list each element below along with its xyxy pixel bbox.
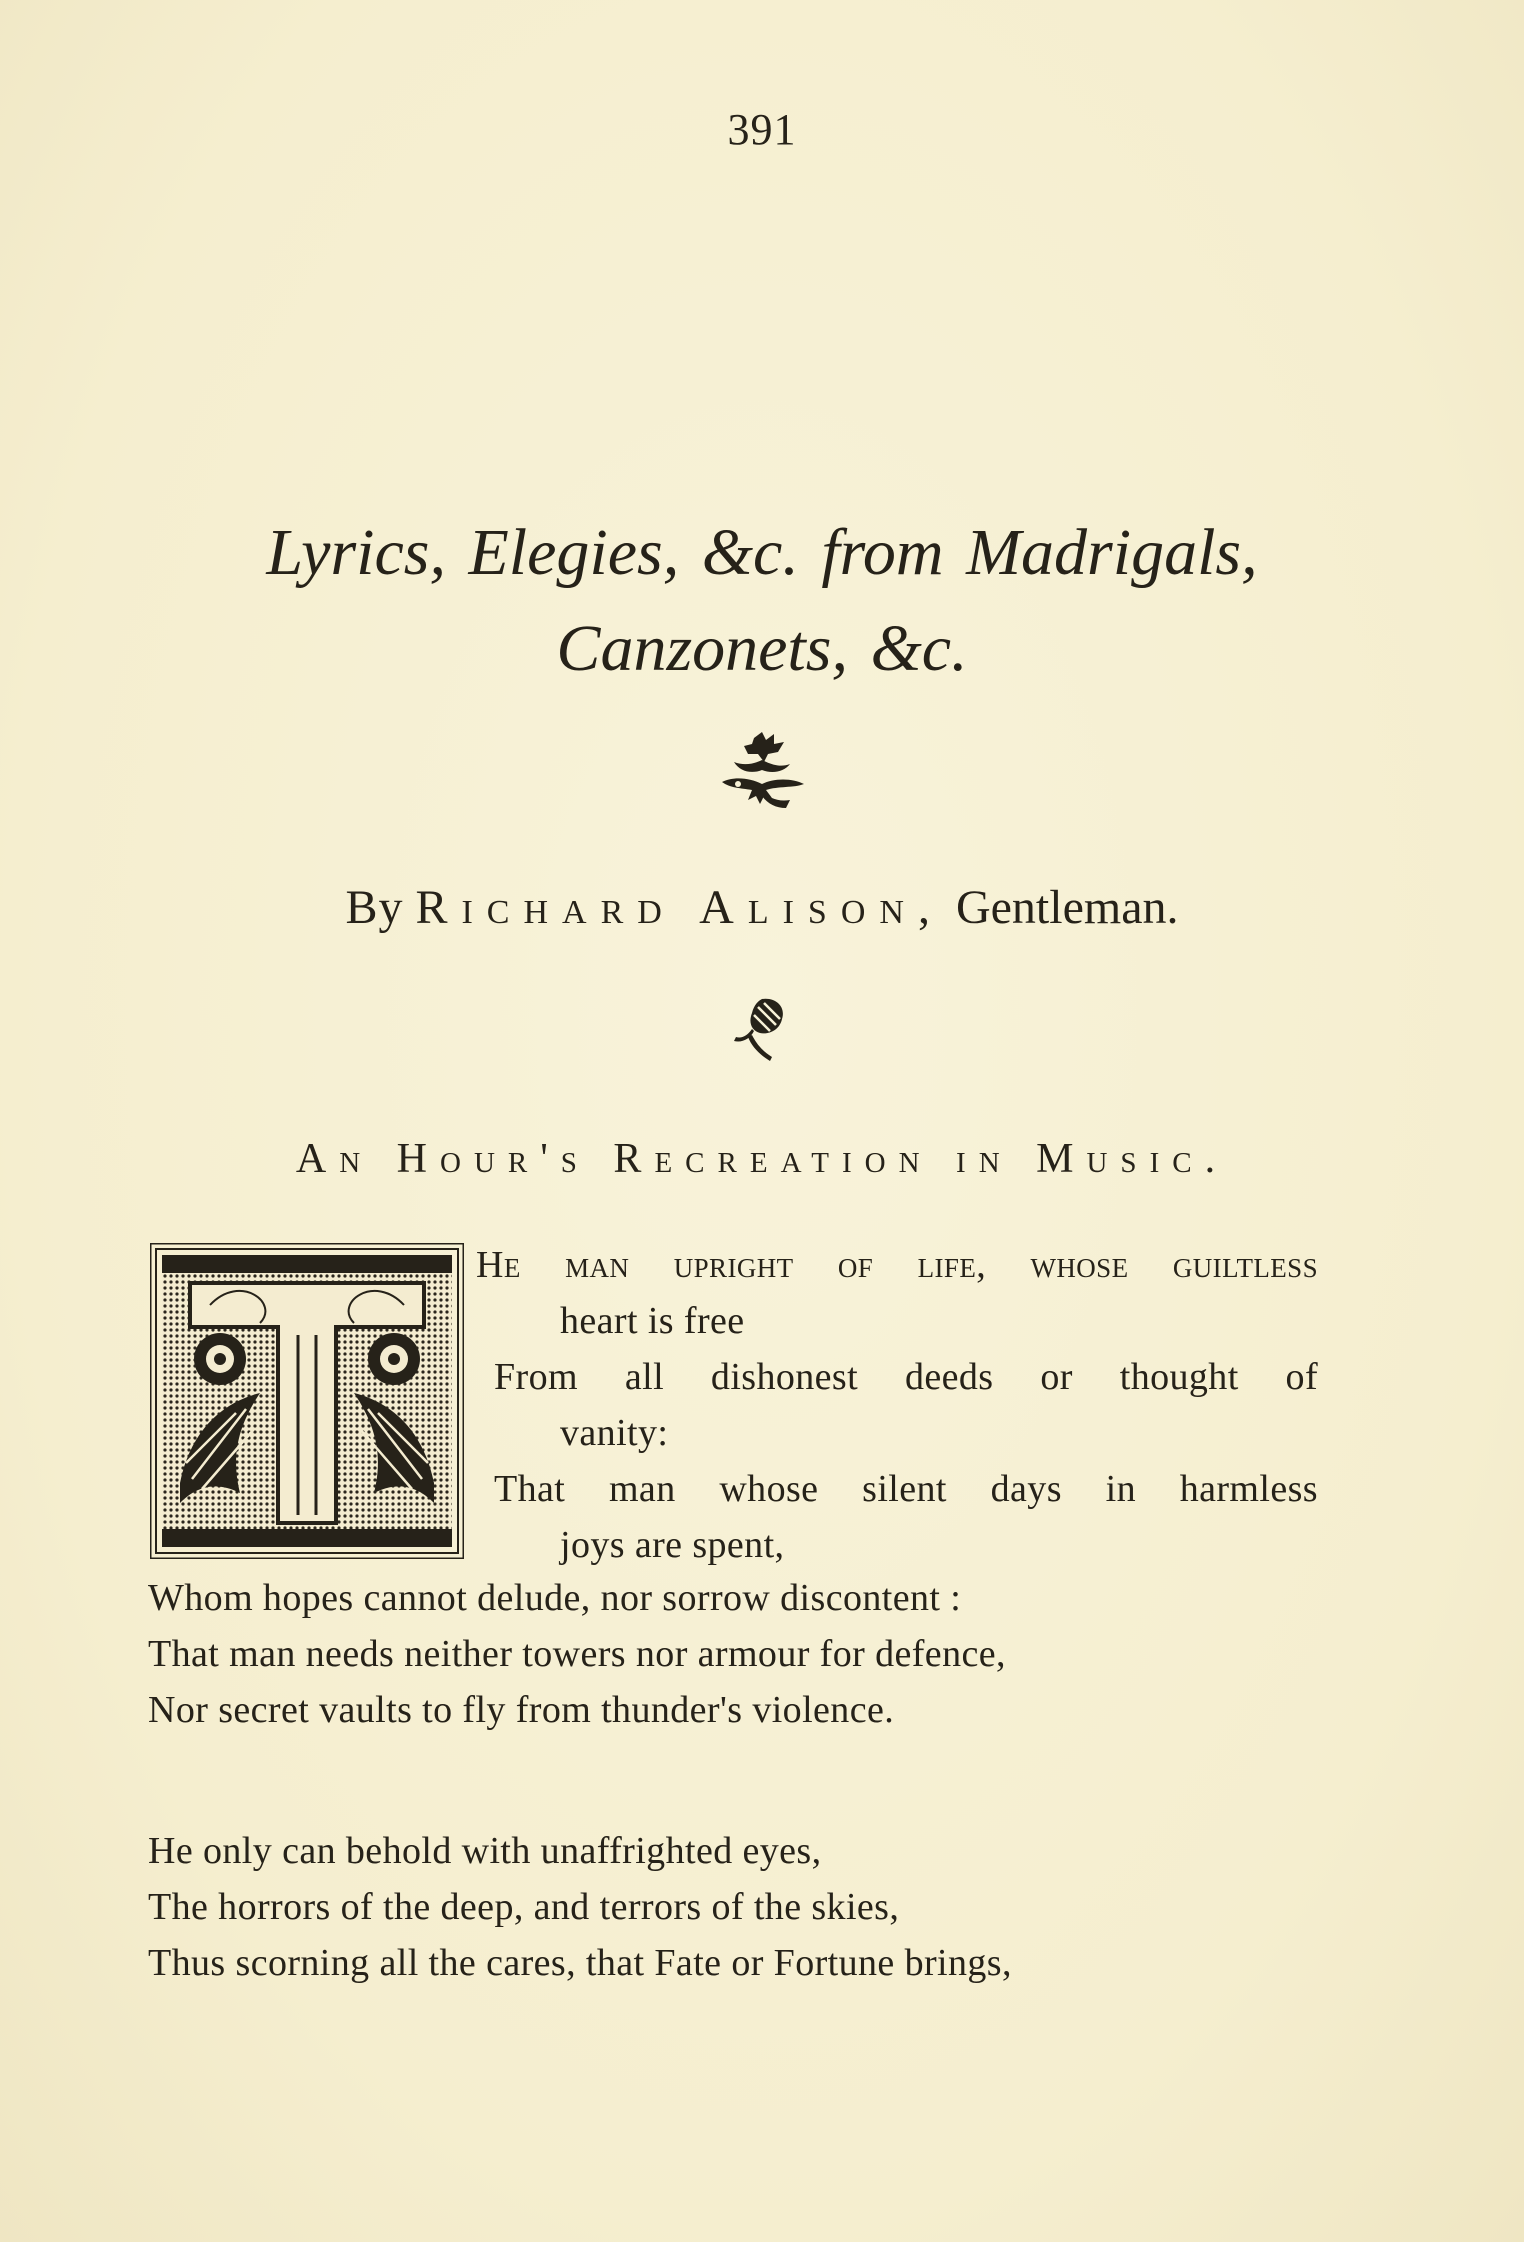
stanza-1-opening	[476, 1237, 1318, 1573]
verse-line: vanity:	[560, 1412, 669, 1454]
title-line-1: Lyrics, Elegies, &c. from Madrigals,	[266, 516, 1258, 589]
page-number: 391	[727, 105, 797, 154]
byline-by: By	[345, 881, 404, 934]
verse-line: He only can behold with unaffrighted eyes,	[148, 1830, 822, 1872]
verse-line: From all dishonest deeds or thought of	[494, 1356, 1318, 1398]
verse-line-text: He man upright of life, whose guiltless	[476, 1244, 1318, 1286]
byline	[0, 880, 1524, 935]
title-line-2: Canzonets, &c.	[556, 611, 968, 685]
verse-line: That man whose silent days in harmless	[494, 1468, 1318, 1510]
verse-line: heart is free	[560, 1300, 745, 1342]
decorated-initial-icon	[150, 1243, 464, 1559]
verse-line: Whom hopes cannot delude, nor sorrow discontent :	[148, 1577, 962, 1619]
verse-line: Thus scorning all the cares, that Fate or Fortune brings,	[148, 1942, 1012, 1984]
verse-line: The horrors of the deep, and terrors of the skies,	[148, 1886, 900, 1928]
fleuron-ornament	[0, 732, 1524, 821]
drop-cap-initial	[150, 1243, 464, 1559]
stanza-2	[148, 1823, 1012, 1991]
verse-line	[476, 1237, 1318, 1293]
leaf-ornament	[0, 995, 1524, 1066]
verse-line: joys are spent,	[560, 1524, 785, 1566]
stanza-1-continued	[148, 1570, 1006, 1738]
verse-line: Nor secret vaults to fly from thunder's violence.	[148, 1689, 895, 1731]
byline-author: Richard Alison,	[415, 881, 944, 934]
leaf-icon	[732, 995, 792, 1061]
verse-line: That man needs neither towers nor armour for defence,	[148, 1633, 1006, 1675]
byline-suffix: Gentleman.	[955, 881, 1179, 934]
section-heading: An Hour's Recreation in Music.	[295, 1136, 1229, 1182]
fleuron-icon	[714, 732, 810, 816]
page-title	[140, 505, 1384, 696]
